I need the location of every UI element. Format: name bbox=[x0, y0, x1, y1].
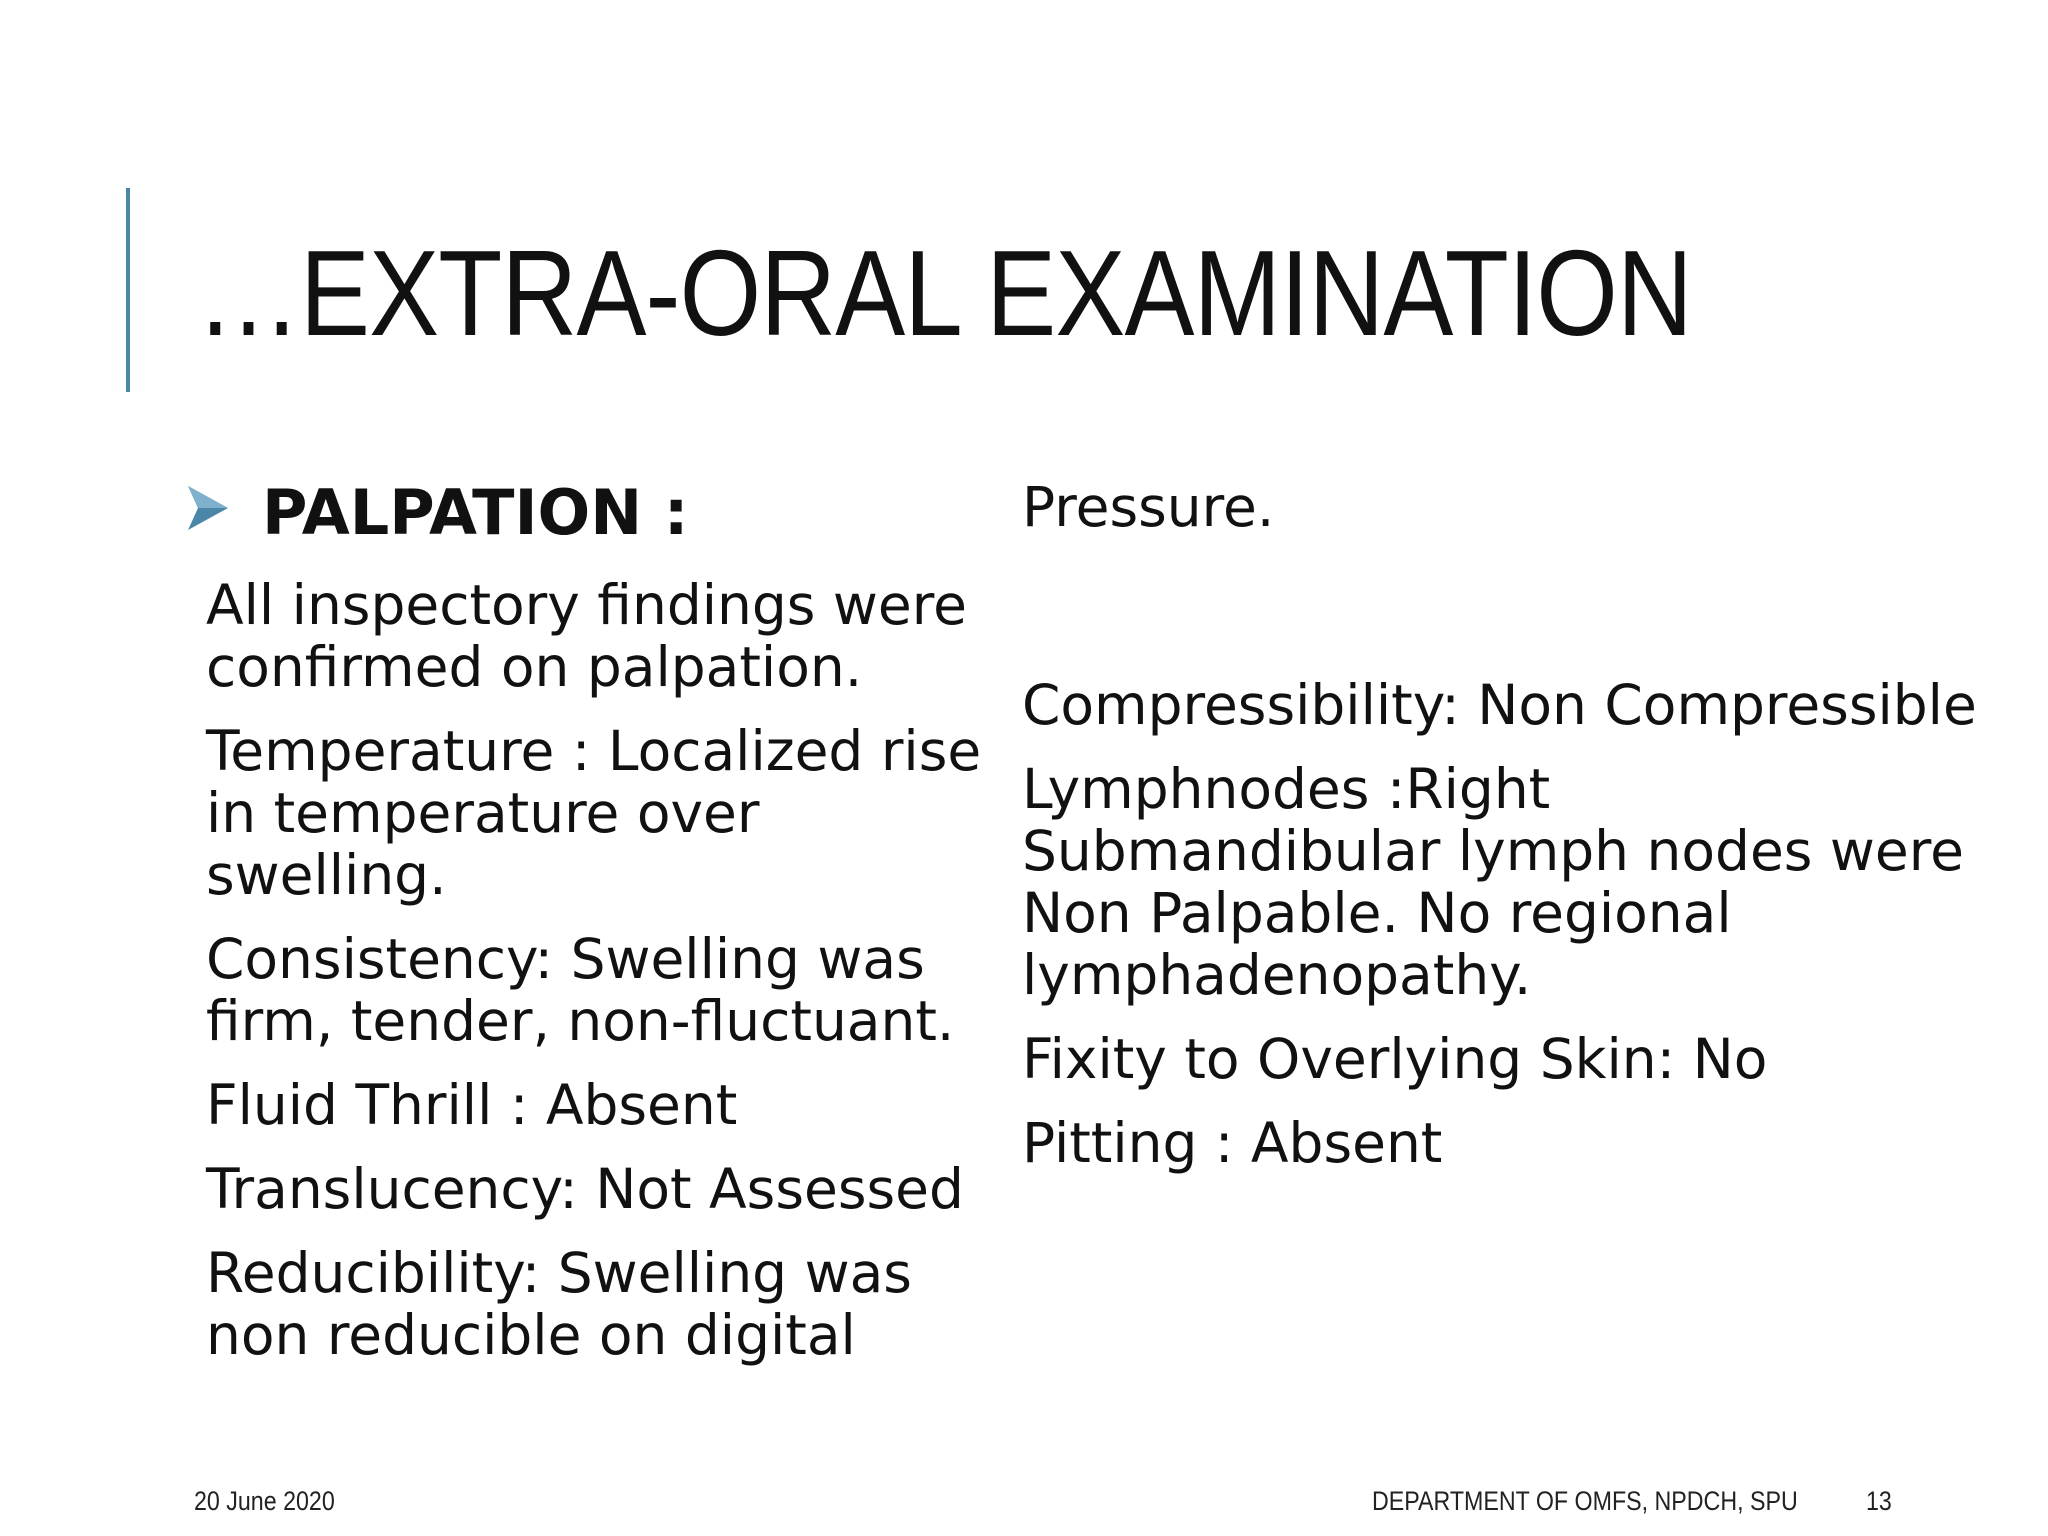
footer-page-number: 13 bbox=[1866, 1486, 1892, 1516]
finding-paragraph: Pitting : Absent bbox=[1022, 1111, 1443, 1175]
arrowhead-bullet-icon bbox=[186, 484, 230, 532]
finding-paragraph: Lymphnodes :Right Submandibular lymph nodes were Non Palpable. No regional lymphadenopathy. bbox=[1022, 757, 1964, 1007]
finding-paragraph: Compressibility: Non Compressible bbox=[1022, 673, 1977, 737]
section-heading: PALPATION : bbox=[262, 476, 689, 549]
finding-paragraph: Fixity to Overlying Skin: No bbox=[1022, 1027, 1768, 1091]
title-accent-bar bbox=[126, 188, 130, 392]
finding-paragraph: Consistency: Swelling was firm, tender, non-fluctuant. bbox=[206, 927, 955, 1053]
finding-paragraph: Fluid Thrill : Absent bbox=[206, 1073, 738, 1137]
right-column bbox=[1022, 476, 1982, 1196]
left-column bbox=[206, 476, 1006, 1388]
finding-paragraph: Translucency: Not Assessed bbox=[206, 1157, 964, 1221]
finding-paragraph: All inspectory findings were confirmed on palpation. bbox=[206, 573, 967, 699]
finding-paragraph: Pressure. bbox=[1022, 475, 1275, 539]
finding-paragraph: Temperature : Localized rise in temperature over swelling. bbox=[206, 719, 982, 907]
finding-paragraph: Reducibility: Swelling was non reducible on digital bbox=[206, 1241, 912, 1367]
column-spacer bbox=[1022, 560, 1982, 674]
section-heading-row bbox=[206, 476, 1006, 558]
footer-date: 20 June 2020 bbox=[194, 1486, 335, 1516]
footer-department: DEPARTMENT OF OMFS, NPDCH, SPU bbox=[1372, 1486, 1798, 1516]
slide-title: …EXTRA-ORAL EXAMINATION bbox=[196, 225, 1692, 361]
